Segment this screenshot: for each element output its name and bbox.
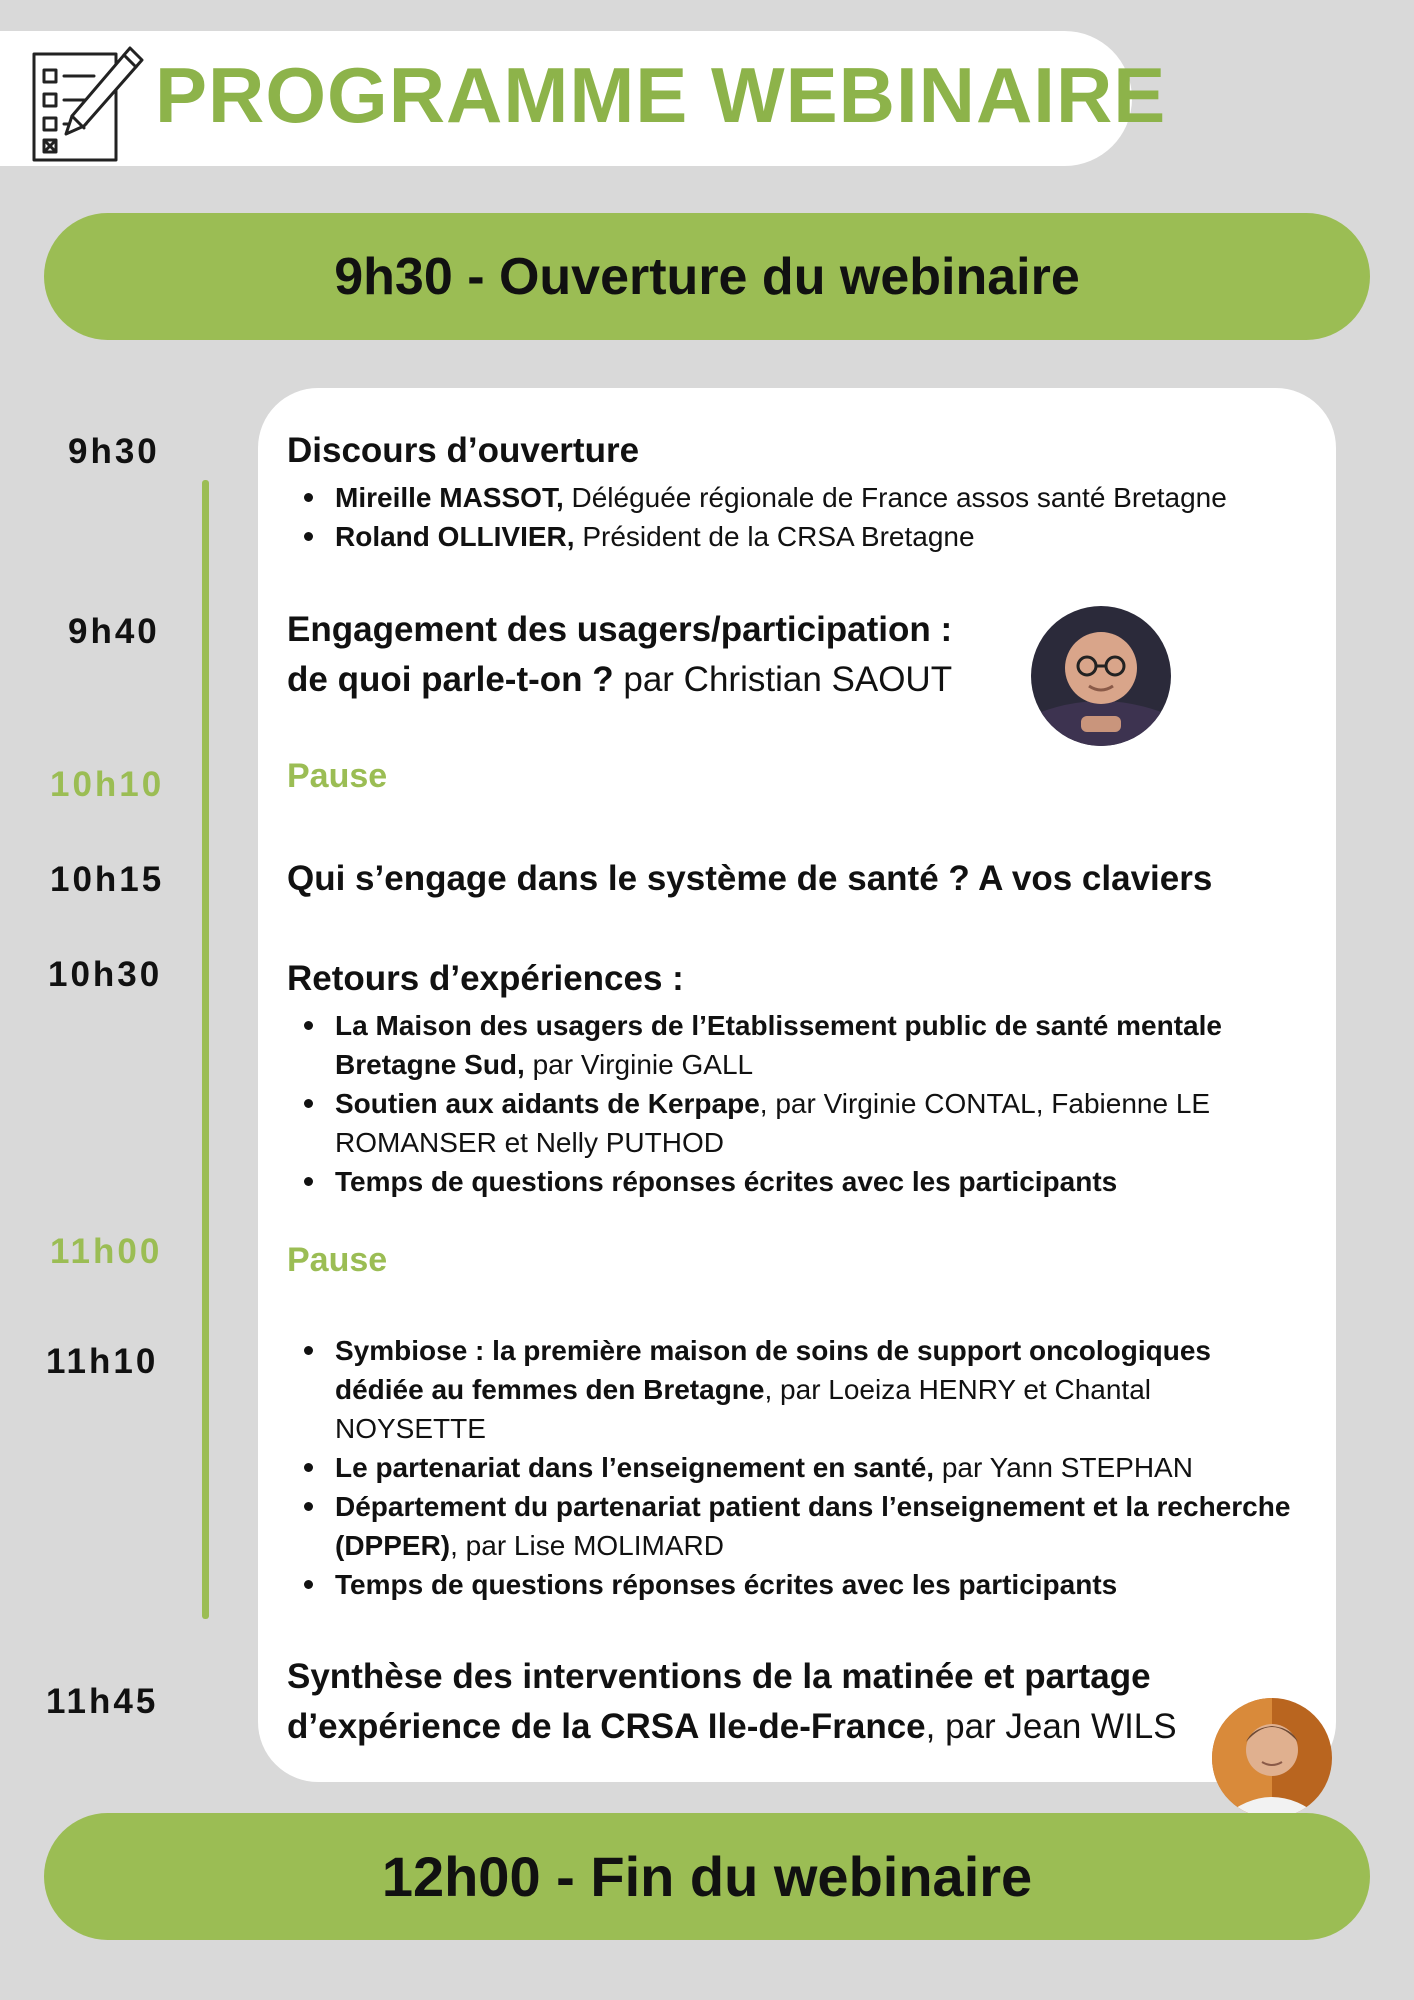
schedule-block-symbiose <box>287 1329 1307 1604</box>
list-item: La Maison des usagers de l’Etablissement public de santé mentale Bretagne Sud, par Virginie GALL <box>287 1006 1307 1084</box>
time-label: 9h40 <box>68 612 160 651</box>
schedule-block-pause <box>287 757 1307 796</box>
time-label: 9h30 <box>68 432 160 471</box>
time-label: 11h45 <box>46 1682 159 1721</box>
page-title: PROGRAMME WEBINAIRE <box>155 51 1167 139</box>
checklist-pen-icon <box>26 42 146 166</box>
block-title: Synthèse des interventions de la matinée et partage <box>287 1657 1151 1696</box>
speaker-photo-christian-saout <box>1031 606 1171 746</box>
list-item: Temps de questions réponses écrites avec les participants <box>287 1565 1307 1604</box>
schedule-block-retours <box>287 954 1307 1201</box>
schedule-block-synthese <box>287 1652 1307 1752</box>
intervention-list <box>287 1331 1307 1604</box>
schedule-block-claviers <box>287 854 1307 904</box>
block-title: de quoi parle-t-on ? par Christian SAOUT <box>287 660 953 699</box>
block-title: Retours d’expériences : <box>287 959 684 998</box>
time-label: 10h15 <box>50 860 165 899</box>
experience-list <box>287 1006 1307 1201</box>
list-item: Soutien aux aidants de Kerpape, par Virginie CONTAL, Fabienne LE ROMANSER et Nelly PUTHOD <box>287 1084 1307 1162</box>
timeline-line <box>202 480 209 1619</box>
time-label-pause: 10h10 <box>50 765 165 804</box>
pause-label: Pause <box>287 757 388 795</box>
closing-banner: 12h00 - Fin du webinaire <box>44 1813 1370 1940</box>
speaker-photo-jean-wils <box>1212 1698 1332 1818</box>
time-label: 11h10 <box>46 1342 159 1381</box>
list-item: Département du partenariat patient dans l’enseignement et la recherche (DPPER), par Lise MOLIMARD <box>287 1487 1307 1565</box>
list-item: Roland OLLIVIER, Président de la CRSA Bretagne <box>287 517 1307 556</box>
schedule-block-pause <box>287 1241 1307 1280</box>
block-title: Qui s’engage dans le système de santé ? A vos claviers <box>287 859 1213 898</box>
block-title: Engagement des usagers/participation : <box>287 610 953 649</box>
list-item: Symbiose : la première maison de soins de support oncologiques dédiée au femmes den Bretagne, par Loeiza HENRY et Chantal NOYSETTE <box>287 1331 1307 1448</box>
time-label: 10h30 <box>48 955 163 994</box>
block-title: Discours d’ouverture <box>287 431 640 470</box>
opening-banner: 9h30 - Ouverture du webinaire <box>44 213 1370 340</box>
list-item: Le partenariat dans l’enseignement en santé, par Yann STEPHAN <box>287 1448 1307 1487</box>
speaker-list <box>287 478 1307 556</box>
schedule-block-opening <box>287 426 1307 556</box>
list-item: Temps de questions réponses écrites avec les participants <box>287 1162 1307 1201</box>
list-item: Mireille MASSOT, Déléguée régionale de France assos santé Bretagne <box>287 478 1307 517</box>
pause-label: Pause <box>287 1241 388 1279</box>
block-title: d’expérience de la CRSA Ile-de-France, par Jean WILS <box>287 1707 1177 1746</box>
time-label-pause: 11h00 <box>50 1232 163 1271</box>
